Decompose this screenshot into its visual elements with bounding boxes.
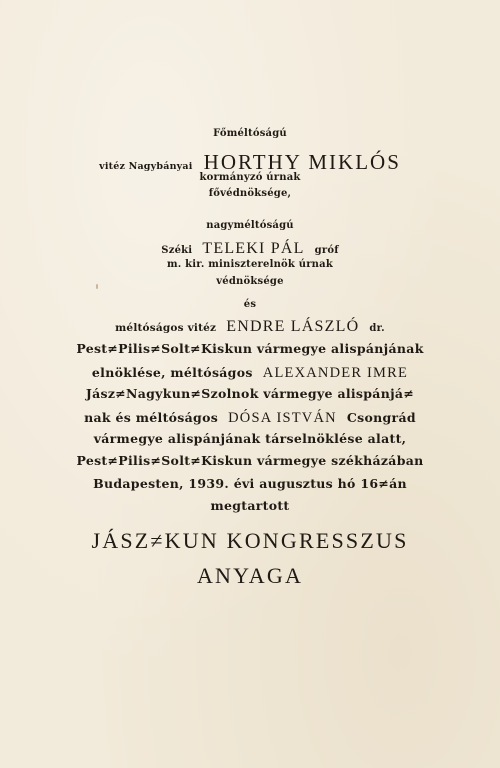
text-nagymeltosagu: nagyméltóságú: [206, 220, 294, 231]
document-title-line1: JÁSZ≠KUN KONGRESSZUS: [91, 528, 409, 553]
alexander-line: [0, 362, 500, 382]
text-dr: dr.: [369, 323, 385, 334]
document-title-line2: ANYAGA: [196, 563, 304, 588]
text-nak-es-meltosagos: nak és méltóságos: [84, 410, 219, 425]
endre-line: [0, 316, 500, 336]
name-teleki-pal: TELEKI PÁL: [202, 240, 305, 257]
text-vitez-nagybanyai: vitéz Nagybányai: [99, 161, 193, 172]
text-budapesten-date: Budapesten, 1939. évi augusztus hó 16≠án: [93, 476, 407, 491]
text-kormanyzo-urnak: kormányzó úrnak: [199, 172, 301, 183]
text-grof: gróf: [314, 245, 339, 256]
text-pest-alispanjanak: Pest≠Pilis≠Solt≠Kiskun vármegye alispánjának: [76, 341, 424, 356]
name-endre-laszlo: ENDRE LÁSZLÓ: [226, 318, 360, 335]
text-fomeltosagu: Főméltóságú: [213, 128, 287, 139]
text-elnoklese-meltosagos: elnöklése, méltóságos: [91, 365, 253, 380]
text-meltosagos-vitez: méltóságos vitéz: [115, 322, 217, 334]
text-vednoksege: védnöksége: [216, 276, 284, 287]
name-dosa-istvan: DÓSA ISTVÁN: [228, 410, 337, 426]
text-jasz-alispanja: Jász≠Nagykun≠Szolnok vármegye alispánjá≠: [85, 386, 415, 401]
name-alexander-imre: ALEXANDER IMRE: [262, 365, 409, 381]
text-megtartott: megtartott: [210, 498, 290, 513]
text-fovednoksege: fővédnöksége,: [208, 188, 292, 199]
dosa-line: [0, 407, 500, 427]
text-es: és: [243, 299, 257, 310]
name-horthy-miklos: HORTHY MIKLÓS: [203, 150, 401, 174]
text-szekhazaban: Pest≠Pilis≠Solt≠Kiskun vármegye székházában: [76, 453, 424, 468]
text-csongrad: Csongrád: [346, 410, 416, 425]
paper-spot: [96, 284, 98, 289]
text-tarselnoklese: vármegye alispánjának társelnöklése alatt,: [93, 431, 407, 446]
text-szeki: Széki: [161, 245, 193, 256]
text-miniszterelnok: m. kir. miniszterelnök úrnak: [167, 259, 333, 270]
teleki-line: [0, 238, 500, 258]
